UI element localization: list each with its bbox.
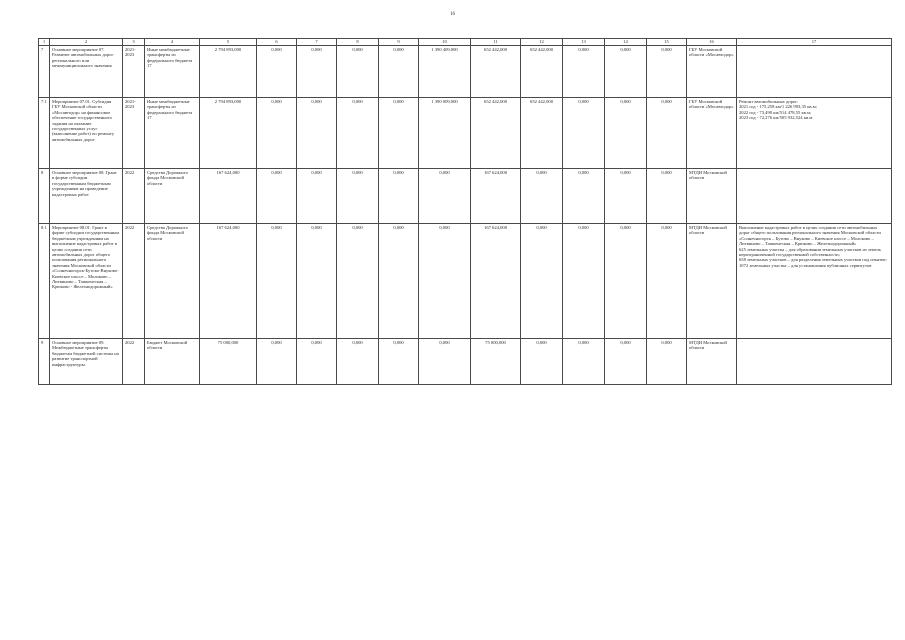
executor-cell: МТДИ Московской области	[687, 169, 737, 224]
funding-source: Иные межбюджетные трансферты из федерального бюджета 17	[145, 98, 200, 169]
amount-col-7: 0,000	[297, 46, 337, 98]
table-row	[39, 169, 892, 224]
amount-col-7: 0,000	[297, 169, 337, 224]
amount-col-8: 0,000	[337, 98, 379, 169]
total-amount: 167 624,000	[200, 224, 257, 339]
column-number: 12	[521, 39, 563, 46]
row-number: 7	[39, 46, 50, 98]
amount-col-12: 0,000	[521, 339, 563, 385]
total-amount: 2 794 893,000	[200, 98, 257, 169]
row-number: 8	[39, 169, 50, 224]
column-number: 16	[687, 39, 737, 46]
amount-col-6: 0,000	[257, 169, 297, 224]
amount-col-14: 0,000	[605, 224, 647, 339]
column-number: 15	[647, 39, 687, 46]
amount-col-12: 652 442,000	[521, 98, 563, 169]
funding-source: Бюджет Московской области	[145, 339, 200, 385]
amount-col-6: 0,000	[257, 46, 297, 98]
table-row	[39, 339, 892, 385]
amount-col-9: 0,000	[379, 46, 419, 98]
years-cell: 2021-2023	[123, 98, 145, 169]
executor-cell: ГБУ Московской области «Мосавтодор»	[687, 98, 737, 169]
activity-name: Мероприятие 08.01. Грант в форме субсидии государственным бюджетным учреждениям на выполнение кадастровых работ в целях создания сети автомобильных дорог общего пользования регионального значения Московской области «Солнечногорск-Бутово-Внуково-Киевское шоссе – Молоково – Литвиново – Ташкентская – Крюково - Железнодорожный»	[50, 224, 123, 339]
amount-col-13: 0,000	[563, 339, 605, 385]
amount-col-8: 0,000	[337, 339, 379, 385]
total-amount: 2 794 893,000	[200, 46, 257, 98]
table-row	[39, 224, 892, 339]
years-cell: 2022	[123, 169, 145, 224]
total-amount: 75 000,000	[200, 339, 257, 385]
amount-col-10: 0,000	[419, 224, 471, 339]
column-number: 14	[605, 39, 647, 46]
result-cell	[737, 46, 892, 98]
amount-col-9: 0,000	[379, 339, 419, 385]
column-number: 8	[337, 39, 379, 46]
result-cell: Ремонт автомобильных дорог: 2021 год - 175,258 км/1 226 993,35 кв.м; 2022 год - 73,490 км/514 478,55 кв.м; 2023 год - 72,276 км/505 932,524 кв.м.	[737, 98, 892, 169]
column-number: 10	[419, 39, 471, 46]
amount-col-15: 0,000	[647, 46, 687, 98]
amount-col-14: 0,000	[605, 339, 647, 385]
column-number-row	[39, 39, 892, 46]
program-activities-table	[38, 38, 892, 385]
amount-col-9: 0,000	[379, 169, 419, 224]
table-row	[39, 98, 892, 169]
column-number: 4	[145, 39, 200, 46]
column-number: 3	[123, 39, 145, 46]
amount-col-15: 0,000	[647, 339, 687, 385]
amount-col-6: 0,000	[257, 224, 297, 339]
amount-col-13: 0,000	[563, 169, 605, 224]
amount-col-13: 0,000	[563, 98, 605, 169]
row-number: 7.1	[39, 98, 50, 169]
amount-col-12: 0,000	[521, 224, 563, 339]
funding-source: Иные межбюджетные трансферты из федерального бюджета 17	[145, 46, 200, 98]
amount-col-11: 167 624,000	[471, 224, 521, 339]
amount-col-7: 0,000	[297, 98, 337, 169]
funding-source: Средства Дорожного фонда Московской области	[145, 169, 200, 224]
activity-name: Основное мероприятие 09. Межбюджетные трансферты бюджетам бюджетной системы на развитие транспортной инфраструктуры	[50, 339, 123, 385]
result-cell	[737, 339, 892, 385]
activity-name: Основное мероприятие 08. Грант в форме субсидии государственным бюджетным учреждениям на проведение кадастровых работ	[50, 169, 123, 224]
row-number: 9	[39, 339, 50, 385]
amount-col-11: 652 442,000	[471, 98, 521, 169]
column-number: 17	[737, 39, 892, 46]
result-cell: Выполнение кадастровых работ в целях создания сети автомобильных дорог общего пользования регионального значения Московской области «Солнечногорск – Бутово – Внуково – Киевское шоссе – Молоково – Литвиново – Ташкентская – Крюково – Железнодорожный» 625 земельных участка – для образования земельных участков из земель неразграниченной государственной собственности; 658 земельных участков – для разделения земельных участков под изъятие; 1072 земельных участка – для установления публичных сервитутов	[737, 224, 892, 339]
amount-col-8: 0,000	[337, 169, 379, 224]
amount-col-14: 0,000	[605, 46, 647, 98]
column-number: 13	[563, 39, 605, 46]
executor-cell: ГБУ Московской области «Мосавтодор»	[687, 46, 737, 98]
amount-col-7: 0,000	[297, 224, 337, 339]
amount-col-6: 0,000	[257, 339, 297, 385]
amount-col-10: 1 390 409,000	[419, 46, 471, 98]
amount-col-14: 0,000	[605, 169, 647, 224]
column-number: 1	[39, 39, 50, 46]
amount-col-13: 0,000	[563, 46, 605, 98]
column-number: 11	[471, 39, 521, 46]
amount-col-13: 0,000	[563, 224, 605, 339]
amount-col-15: 0,000	[647, 224, 687, 339]
total-amount: 167 624,000	[200, 169, 257, 224]
amount-col-8: 0,000	[337, 46, 379, 98]
funding-source: Средства Дорожного фонда Московской области	[145, 224, 200, 339]
activity-name: Мероприятие 07.01. Субсидия ГБУ Московской области «Мосавтодор» на финансовое обеспечение государственного задания на оказание государственных услуг (выполнение работ) по ремонту автомобильных дорог	[50, 98, 123, 169]
activity-name: Основное мероприятие 07. Развитие автомобильных дорог регионального или межмуниципального значения	[50, 46, 123, 98]
table-row	[39, 46, 892, 98]
executor-cell: МТДИ Московской области	[687, 224, 737, 339]
executor-cell: МТДИ Московской области	[687, 339, 737, 385]
column-number: 9	[379, 39, 419, 46]
amount-col-9: 0,000	[379, 224, 419, 339]
amount-col-11: 75 000,000	[471, 339, 521, 385]
column-number: 5	[200, 39, 257, 46]
result-cell	[737, 169, 892, 224]
column-number: 6	[257, 39, 297, 46]
amount-col-15: 0,000	[647, 169, 687, 224]
amount-col-11: 652 442,000	[471, 46, 521, 98]
column-number: 7	[297, 39, 337, 46]
amount-col-15: 0,000	[647, 98, 687, 169]
amount-col-12: 0,000	[521, 169, 563, 224]
amount-col-12: 652 442,000	[521, 46, 563, 98]
years-cell: 2022	[123, 339, 145, 385]
years-cell: 2022	[123, 224, 145, 339]
amount-col-6: 0,000	[257, 98, 297, 169]
amount-col-7: 0,000	[297, 339, 337, 385]
amount-col-11: 167 624,000	[471, 169, 521, 224]
column-number: 2	[50, 39, 123, 46]
page-number: 16	[450, 12, 455, 17]
amount-col-14: 0,000	[605, 98, 647, 169]
amount-col-9: 0,000	[379, 98, 419, 169]
amount-col-10: 0,000	[419, 339, 471, 385]
amount-col-10: 0,000	[419, 169, 471, 224]
years-cell: 2021-2023	[123, 46, 145, 98]
amount-col-10: 1 390 009,000	[419, 98, 471, 169]
row-number: 8.1	[39, 224, 50, 339]
amount-col-8: 0,000	[337, 224, 379, 339]
